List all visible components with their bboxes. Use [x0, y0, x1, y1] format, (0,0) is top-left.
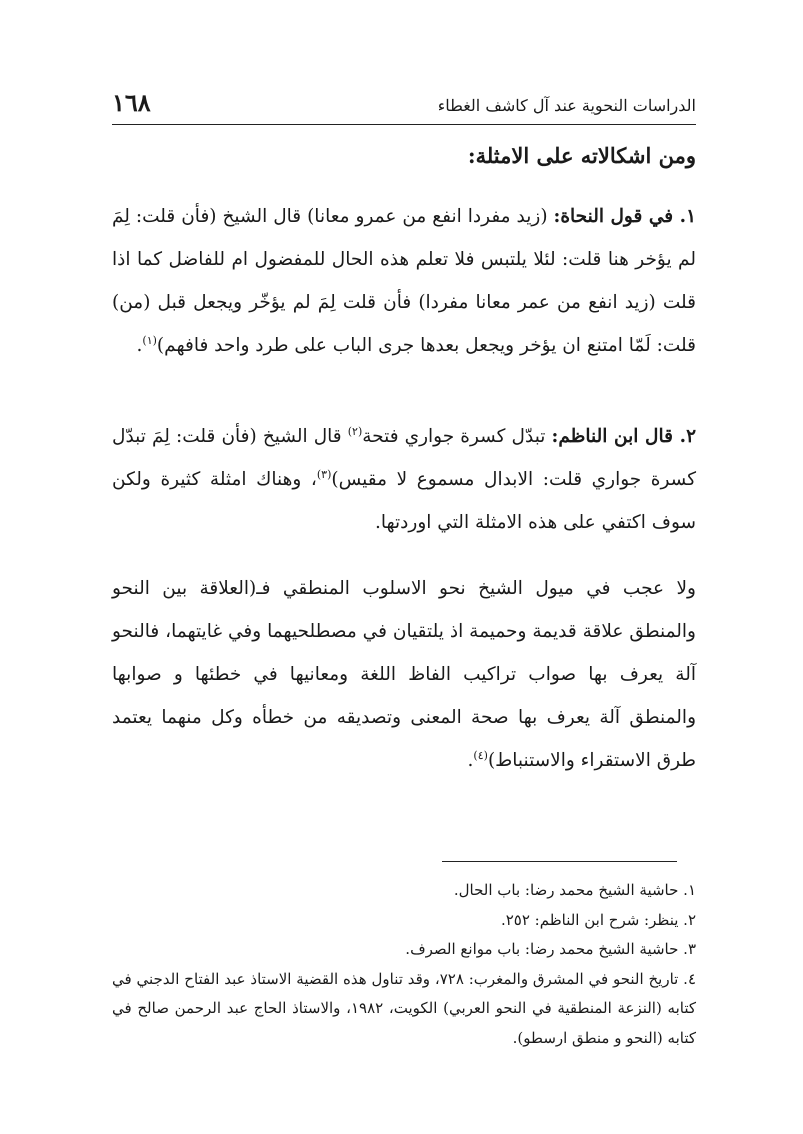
paragraph-1-lead: ١. في قول النحاة: [553, 206, 696, 227]
paragraph-2-lead: ٢. قال ابن الناظم: [551, 426, 697, 447]
section-heading: ومن اشكالاته على الامثلة: [467, 143, 696, 168]
paragraph-1 [112, 195, 696, 367]
footnote-ref-3[interactable]: (٣) [316, 467, 332, 481]
paragraph-2-text-2: قال الشيخ (فأن قلت: لِمَ تبدّل كسرة جواري قلت: الابدال مسموع لا مقيس) [112, 426, 696, 490]
paragraph-1-text: (زيد مفردا انفع من عمرو معانا) قال الشيخ (فأن قلت: لِمَ لم يؤخر هنا قلت: لئلا يلتبس فلا تعلم هذه الحال للمفضول ام للفاضل كما اذا قلت (زيد انفع من عمر معانا مفردا) فأن قلت لِمَ لم يؤخّر ويجعل قبل (من) قلت: لَمّا امتنع ان يؤخر ويجعل بعدها جرى الباب على طرد واحد فافهم) [112, 206, 696, 356]
footnote-ref-2[interactable]: (٢) [347, 424, 363, 438]
footnote-1: ١. حاشية الشيخ محمد رضا: باب الحال. [453, 881, 696, 899]
footnote-ref-1[interactable]: (١) [142, 333, 157, 347]
paragraph-2-text-3: ، وهناك امثلة كثيرة ولكن سوف اكتفي على هذه الامثلة التي اوردتها. [112, 469, 696, 533]
paragraph-1-end: . [136, 335, 143, 356]
footnote-3: ٣. حاشية الشيخ محمد رضا: باب موانع الصرف. [405, 940, 696, 958]
paragraph-2-text-1: تبدّل كسرة جواري فتحة [362, 426, 552, 447]
footnote-2: ٢. ينظر: شرح ابن الناظم: ٢٥٢. [500, 910, 696, 929]
paragraph-3 [112, 567, 696, 782]
paragraph-3-text: ولا عجب في ميول الشيخ نحو الاسلوب المنطقي فـ(العلاقة بين النحو والمنطق علاقة قديمة وحميمة اذ يلتقيان في مصطلحيهما وفي غايتهما، فالنحو آلة يعرف بها صواب تراكيب الفاظ اللغة ومعانيها في خطئها و صوابها والمنطق آلة يعرف بها صحة المعنى وتصديقه من خطأه وكل منهما يعتمد طرق الاستقراء والاستنباط) [112, 578, 696, 771]
footnote-separator [442, 861, 677, 862]
page-header [112, 82, 696, 125]
page-number: ١٦٨ [112, 88, 151, 117]
footnote-ref-4[interactable]: (٤) [473, 748, 488, 762]
footnote-4: ٤. تاريخ النحو في المشرق والمغرب: ٧٢٨، وقد تناول هذه القضية الاستاذ عبد الفتاح الدجني في كتابه (النزعة المنطقية في النحو العربي) الكويت، ١٩٨٢، والاستاذ الحاج عبد الرحمن صالح في كتابه (النحو و منطق ارسطو). [112, 969, 696, 1047]
footnotes [112, 876, 696, 1053]
paragraph-2 [112, 415, 696, 544]
running-title: الدراسات النحوية عند آل كاشف الغطاء [437, 96, 696, 115]
paragraph-3-end: . [467, 750, 474, 771]
